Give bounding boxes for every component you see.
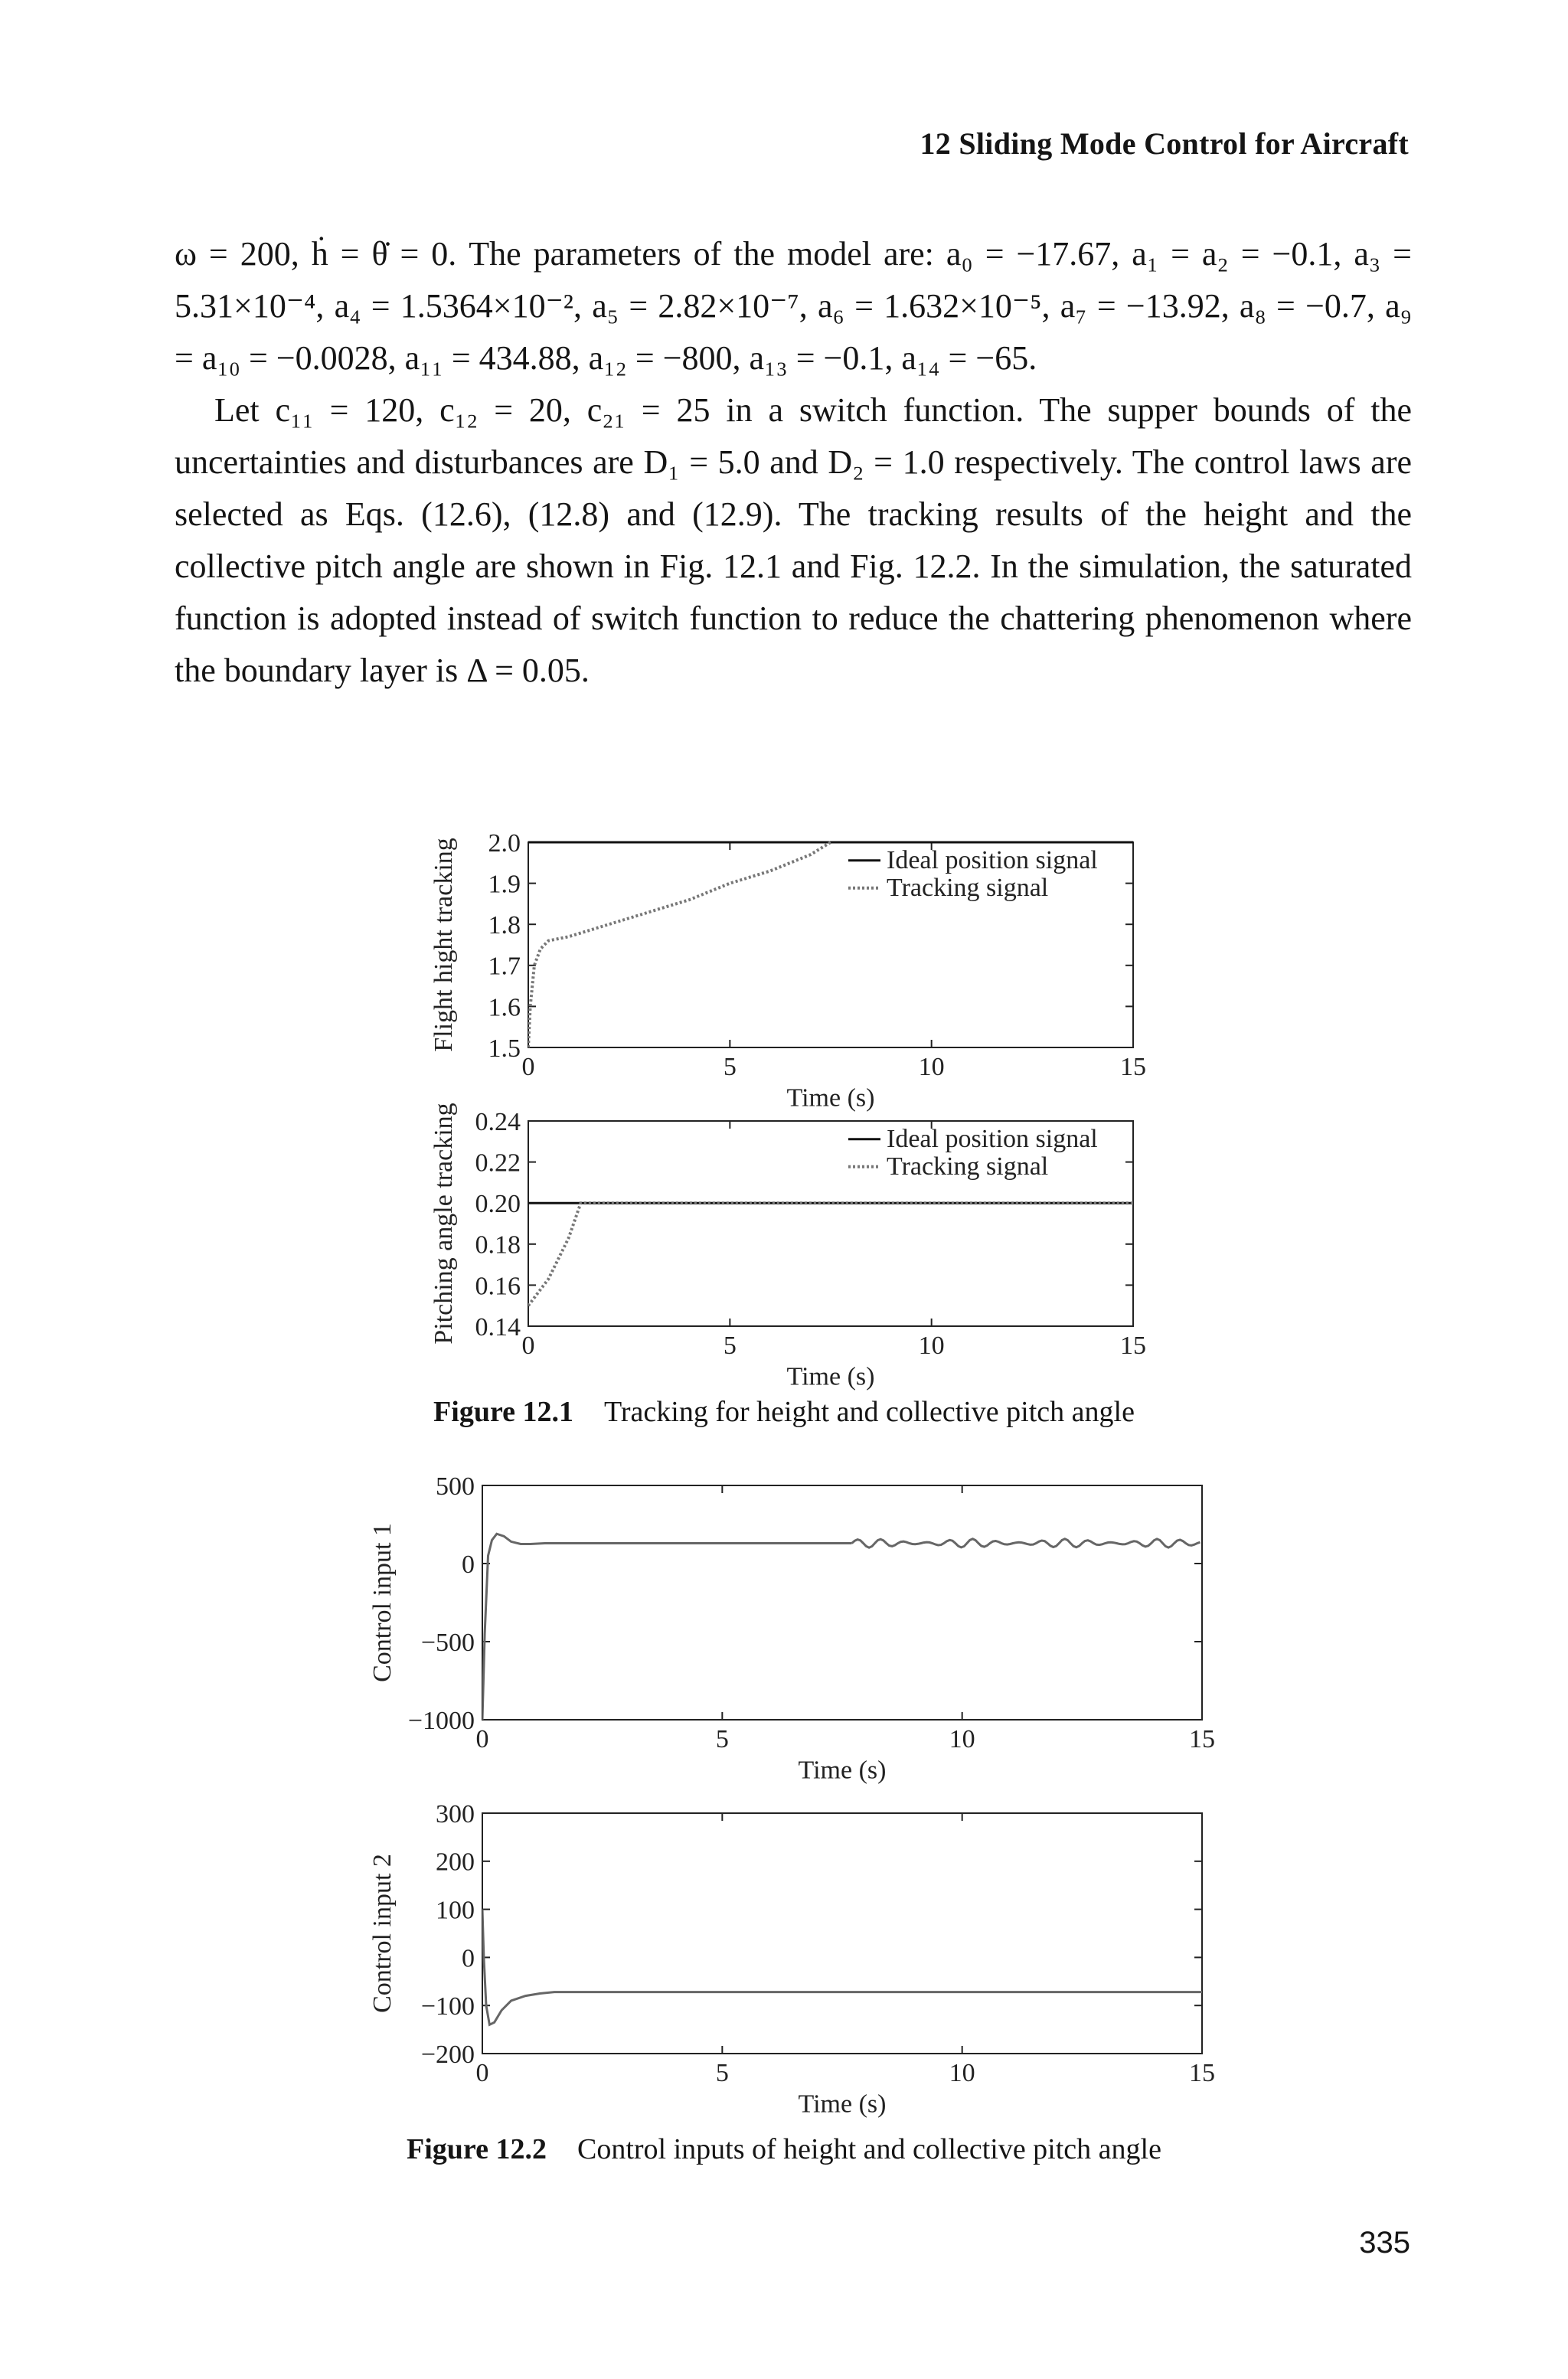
- x-axis-label: Time (s): [798, 2090, 887, 2119]
- body-text: [175, 228, 1412, 697]
- series-line-tracking-signal: [528, 842, 831, 1047]
- x-tick-label: 0: [521, 1332, 535, 1360]
- y-tick-label: −1000: [407, 1706, 475, 1735]
- x-tick-label: 15: [1189, 1725, 1215, 1753]
- y-tick-label: 0.14: [475, 1312, 521, 1341]
- chart-2: [368, 1472, 1215, 1785]
- y-tick-label: 1.9: [488, 870, 521, 899]
- x-tick-label: 0: [521, 1053, 535, 1081]
- series-line-tracking-signal: [528, 1203, 1133, 1306]
- running-head: 12 Sliding Mode Control for Aircraft: [920, 126, 1409, 161]
- figure-12-2-caption-text: Control inputs of height and collective pitch angle: [577, 2133, 1161, 2165]
- chart-1: [430, 1103, 1146, 1390]
- figure-12-1-caption-text: Tracking for height and collective pitch angle: [604, 1396, 1135, 1428]
- series-line-0: [482, 1910, 1202, 2025]
- figure-12-2-plots: [368, 1462, 1225, 2144]
- y-tick-label: 0.20: [475, 1190, 521, 1219]
- figure-12-1: [429, 827, 1164, 1394]
- figure-12-2-label: Figure 12.2: [407, 2133, 547, 2165]
- y-tick-label: 0: [462, 1944, 475, 1973]
- y-tick-label: 300: [436, 1799, 475, 1828]
- x-axis-label: Time (s): [786, 1362, 875, 1391]
- chart-3: [368, 1800, 1215, 2119]
- y-axis-label: Flight hight tracking: [430, 838, 458, 1052]
- y-axis-label: Pitching angle tracking: [430, 1103, 458, 1345]
- x-axis-label: Time (s): [798, 1756, 887, 1785]
- x-tick-label: 5: [715, 1725, 729, 1753]
- x-tick-label: 5: [715, 2059, 729, 2087]
- y-tick-label: −200: [420, 2040, 475, 2069]
- figure-12-1-caption: [0, 1395, 1568, 1429]
- y-tick-label: 1.7: [488, 952, 521, 981]
- x-tick-label: 0: [475, 2059, 489, 2087]
- y-tick-label: 0: [462, 1550, 475, 1579]
- x-tick-label: 15: [1189, 2059, 1215, 2087]
- legend-label: Tracking signal: [887, 874, 1049, 902]
- y-tick-label: 100: [436, 1896, 475, 1925]
- figure-12-1-label: Figure 12.1: [433, 1396, 573, 1428]
- simulation-paragraph: Let c₁₁ = 120, c₁₂ = 20, c₂₁ = 25 in a switch function. The supper bounds of the uncertainties and disturbances are D₁ = 5.0 and D₂ = 1.0 respectively. The control laws are selected as Eqs. (12.6), (12.8) and (12.9). The tracking results of the height and the collective pitch angle are shown in Fig. 12.1 and Fig. 12.2. In the simulation, the saturated function is adopted instead of switch function to reduce the chattering phenomenon where the boundary layer is Δ = 0.05.: [175, 391, 1412, 689]
- legend-label: Ideal position signal: [887, 1125, 1098, 1153]
- y-tick-label: 1.8: [488, 911, 521, 940]
- y-tick-label: 0.18: [475, 1230, 521, 1260]
- series-line-0: [482, 1534, 852, 1720]
- x-tick-label: 10: [949, 2059, 975, 2087]
- y-tick-label: 2.0: [488, 828, 521, 858]
- x-tick-label: 0: [475, 1725, 489, 1753]
- y-tick-label: 500: [436, 1472, 475, 1501]
- legend-label: Tracking signal: [887, 1152, 1049, 1181]
- x-tick-label: 5: [723, 1053, 737, 1081]
- y-tick-label: 200: [436, 1848, 475, 1877]
- x-tick-label: 5: [723, 1332, 737, 1360]
- page-number: 335: [1359, 2226, 1410, 2260]
- y-axis-label: Control input 2: [368, 1854, 397, 2013]
- y-tick-label: 0.16: [475, 1272, 521, 1301]
- y-tick-label: 1.6: [488, 993, 521, 1022]
- x-tick-label: 10: [949, 1725, 975, 1753]
- plot-frame: [482, 1813, 1202, 2054]
- figure-12-1-plots: [429, 827, 1164, 1394]
- x-tick-label: 10: [918, 1332, 945, 1360]
- y-tick-label: 1.5: [488, 1034, 521, 1063]
- figure-12-2-caption: [0, 2132, 1568, 2166]
- y-tick-label: −100: [420, 1992, 475, 2021]
- x-tick-label: 15: [1120, 1053, 1146, 1081]
- chart-0: [430, 829, 1146, 1113]
- y-axis-label: Control input 1: [368, 1523, 397, 1682]
- series-oscillation: [852, 1539, 1200, 1547]
- legend-label: Ideal position signal: [887, 846, 1098, 874]
- y-tick-label: −500: [420, 1628, 475, 1657]
- plot-frame: [482, 1485, 1202, 1720]
- y-tick-label: 0.22: [475, 1149, 521, 1178]
- figure-12-2: [368, 1462, 1225, 2144]
- x-tick-label: 15: [1120, 1332, 1146, 1360]
- x-axis-label: Time (s): [786, 1083, 875, 1113]
- x-tick-label: 10: [918, 1053, 945, 1081]
- parameters-paragraph: ω = 200, ḣ = θ̇ = 0. The parameters of the model are: a₀ = −17.67, a₁ = a₂ = −0.1, a₃ = 5.31×10⁻⁴, a₄ = 1.5364×10⁻², a₅ = 2.82×10⁻⁷, a₆ = 1.632×10⁻⁵, a₇ = −13.92, a₈ = −0.7, a₉ = a₁₀ = −0.0028, a₁₁ = 434.88, a₁₂ = −800, a₁₃ = −0.1, a₁₄ = −65.: [175, 235, 1412, 377]
- y-tick-label: 0.24: [475, 1107, 521, 1136]
